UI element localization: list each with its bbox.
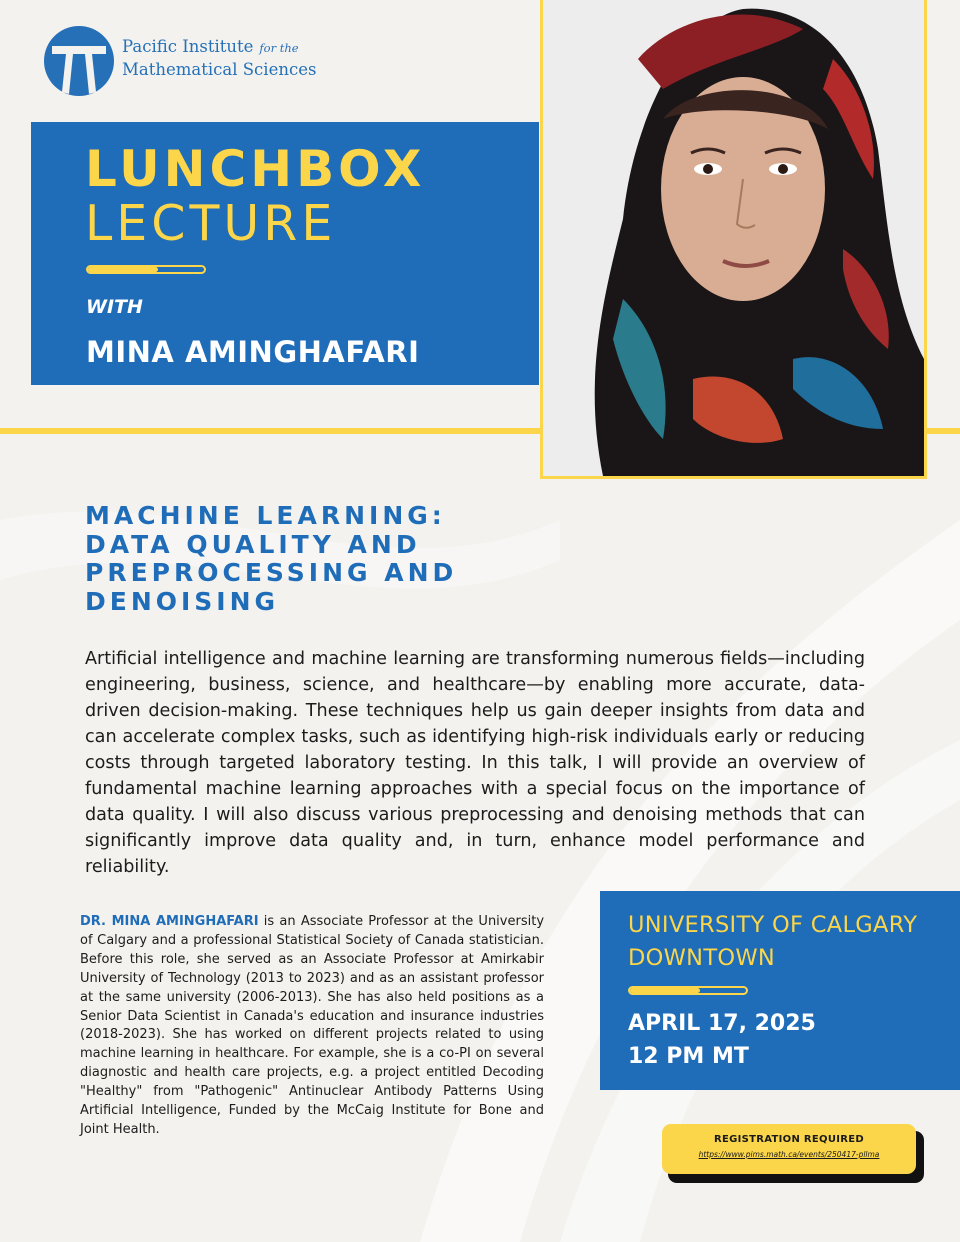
pi-logo-icon xyxy=(42,24,116,98)
registration-button[interactable] xyxy=(662,1124,916,1174)
speaker-portrait xyxy=(540,0,927,479)
bio-name: DR. MINA AMINGHAFARI xyxy=(80,914,259,929)
pims-logo xyxy=(42,24,316,98)
title-progress-bar xyxy=(86,265,206,274)
logo-wordmark xyxy=(122,36,316,80)
title-panel xyxy=(31,122,539,385)
bio-text: is an Associate Professor at the University of Calgary and a professional Statistical Society of Canada statistician. Before this role, she served as an Associate Professor at Amirkabir University of Technology (2013 to 2023) and as an assistant professor at the same university (2006-2013). She has also held positions as a Senior Data Scientist in Canada's education and insurance industries (2018-2023). She has worked on different projects related to using machine learning in healthcare. For example, she is a co-PI on several diagnostic and health care projects, e.g. a project entitled Decoding "Healthy" from "Pathogenic" Antinuclear Antibody Patterns Using Artificial Intelligence, Funded by the McCaig Institute for Bone and Joint Health. xyxy=(80,914,545,1137)
venue-line2: DOWNTOWN xyxy=(628,945,776,971)
speaker-name: MINA AMINGHAFARI xyxy=(86,335,420,369)
title-line1: LUNCHBOX xyxy=(85,140,426,198)
talk-title: MACHINE LEARNING: DATA QUALITY AND PREPROCESSING AND DENOISING xyxy=(85,501,458,616)
speaker-bio xyxy=(80,913,544,1140)
event-details-panel xyxy=(600,891,960,1090)
talk-abstract: Artificial intelligence and machine learning are transforming numerous fields—including engineering, business, science, and healthcare—by enabling more accurate, data-driven decision-making. These techniques help us gain deeper insights from data and can accelerate complex tasks, such as identifying high-risk individuals early or reducing costs through targeted laboratory testing. In this talk, I will provide an overview of fundamental machine learning approaches with a special focus on the importance of data quality. I will also discuss various preprocessing and denoising methods that can significantly improve data quality and, in turn, enhance model performance and reliability. xyxy=(85,649,865,877)
registration-link[interactable]: https://www.pims.math.ca/events/250417-pllma xyxy=(698,1150,880,1159)
portrait-icon xyxy=(543,0,924,476)
title-line2: LECTURE xyxy=(85,195,337,252)
logo-line1-suffix: for the xyxy=(259,41,299,55)
registration-title: REGISTRATION REQUIRED xyxy=(713,1134,865,1145)
logo-line1: Pacific Institute xyxy=(122,37,254,56)
venue-progress-bar xyxy=(628,986,748,995)
event-time: 12 PM MT xyxy=(628,1044,749,1069)
with-label: WITH xyxy=(86,296,143,318)
logo-line2: Mathematical Sciences xyxy=(122,60,317,79)
venue-line1: UNIVERSITY OF CALGARY xyxy=(628,912,918,938)
event-date: APRIL 17, 2025 xyxy=(628,1011,816,1036)
